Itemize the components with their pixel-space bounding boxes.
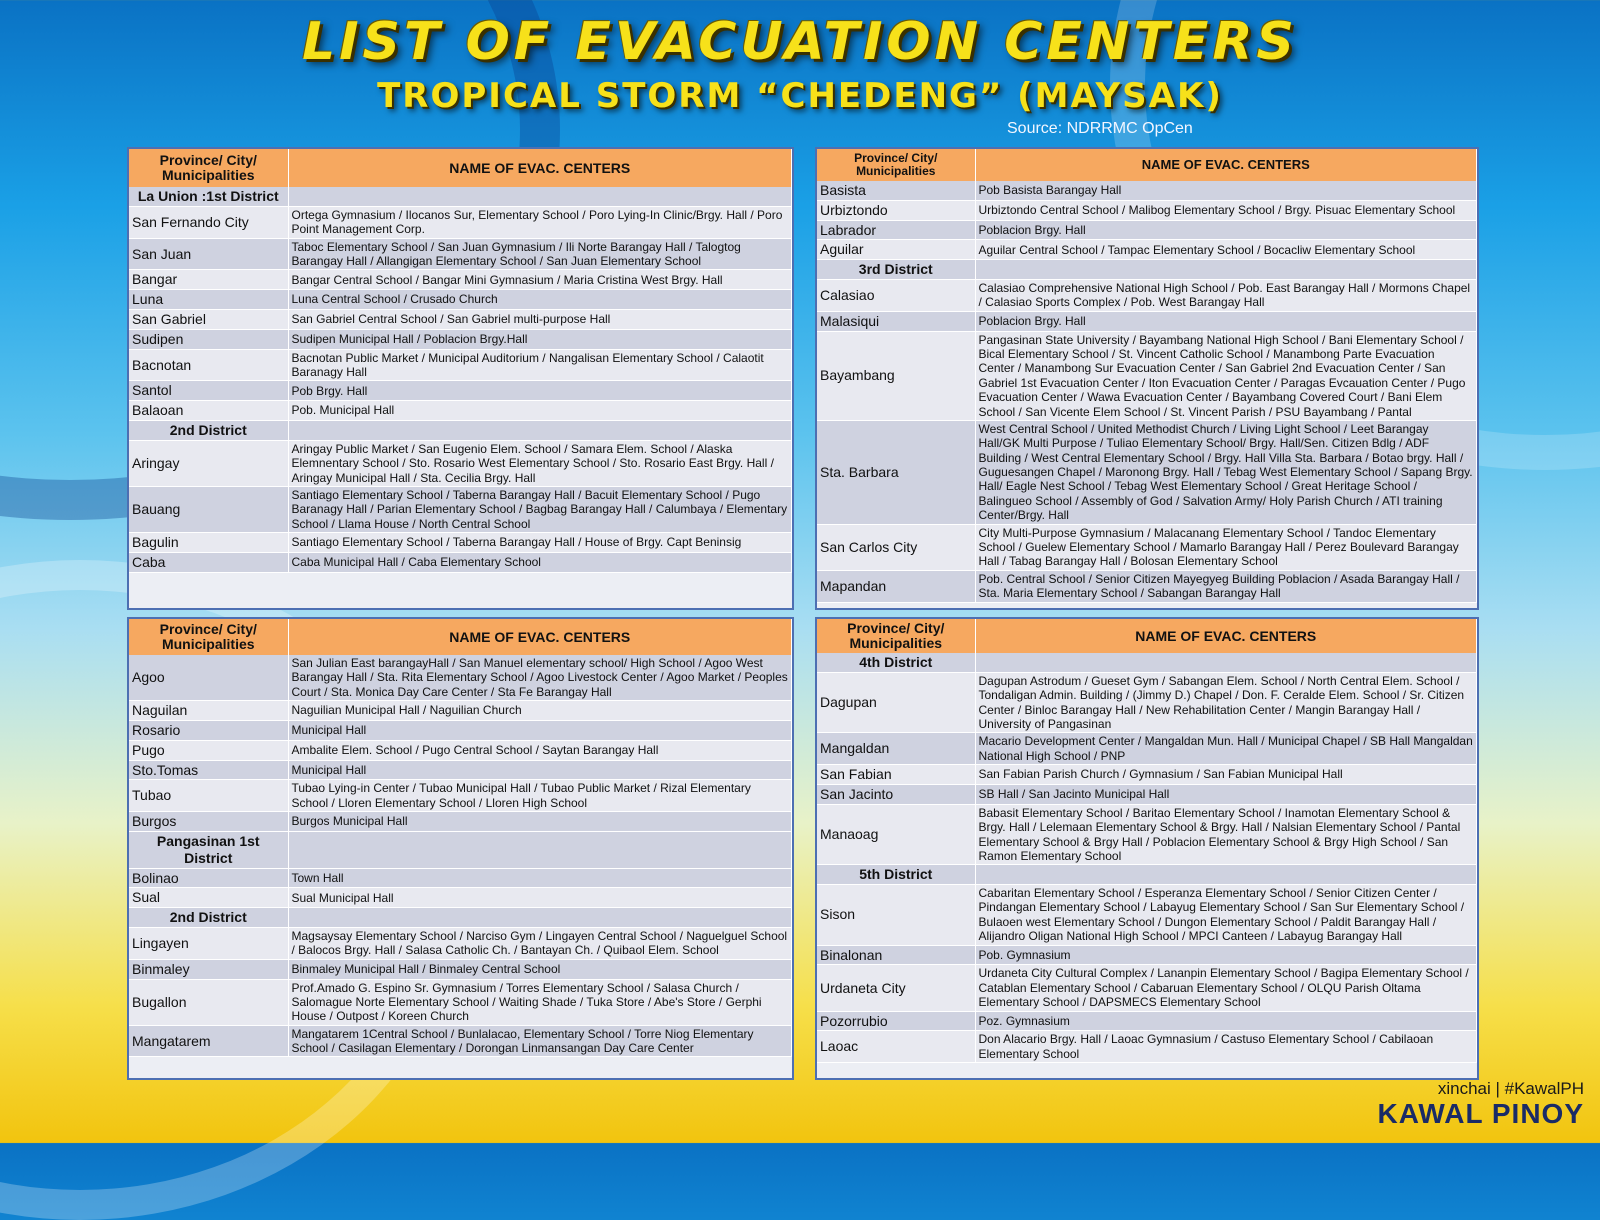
evac-centers-cell: Aguilar Central School / Tampac Elementary School / Bocacliw Elementary School <box>975 240 1477 260</box>
table-row <box>817 1031 1477 1063</box>
municipality-cell: Burgos <box>129 812 288 832</box>
table-row <box>129 533 792 553</box>
table-row <box>129 927 792 959</box>
evac-centers-cell: Pob. Central School / Senior Citizen Mayegyeg Building Poblacion / Asada Barangay Hall / Sta. Maria Elementary School / Sabangan Barangay Hall <box>975 570 1477 602</box>
district-row <box>129 420 792 440</box>
municipality-cell: Binalonan <box>817 945 975 965</box>
table-row <box>817 311 1477 331</box>
evac-centers-cell: Sudipen Municipal Hall / Poblacion Brgy.Hall <box>288 329 792 349</box>
table-row <box>817 945 1477 965</box>
evac-table-panel-2 <box>815 147 1479 610</box>
municipality-cell: San Carlos City <box>817 524 975 570</box>
municipality-cell: Tubao <box>129 780 288 812</box>
municipality-cell: Pugo <box>129 740 288 760</box>
evac-centers-cell: West Central School / United Methodist Church / Living Light School / Leet Barangay Hall/GK Multi Purpose / Tuliao Elementary School/ Brgy. Hall/Sen. Citizen Bdlg / ADF Building / West Central Elementary School / Brgy. Hall Villa Sta. Barbara / Botao brgy. Hall / Guguesangen Chapel / Maronong Brgy. Hall / Tebag West Elementary School / Sapang Brgy. Hall/ Eagle Nest School / Tebag West Elementary School / Great Heritage School / Balingueo School / Assembly of God / Salvation Army/ Holy Parish Church / ATI training Center/Brgy. Hall <box>975 420 1477 524</box>
municipality-cell: Bugallon <box>129 979 288 1025</box>
municipality-cell: Bauang <box>129 486 288 532</box>
district-row <box>817 260 1477 280</box>
evac-centers-cell: Pob Brgy. Hall <box>288 381 792 401</box>
municipality-cell: Caba <box>129 552 288 572</box>
evac-centers-cell: Bangar Central School / Bangar Mini Gymnasium / Maria Cristina West Brgy. Hall <box>288 270 792 290</box>
table-row <box>129 349 792 381</box>
table-row <box>817 220 1477 240</box>
municipality-cell: Dagupan <box>817 672 975 733</box>
evac-centers-cell <box>975 653 1477 672</box>
page-subtitle: TROPICAL STORM “CHEDENG” (MAYSAK) <box>377 76 1223 116</box>
municipality-cell: Mangaldan <box>817 733 975 765</box>
table-row <box>817 279 1477 311</box>
municipality-cell: Sudipen <box>129 329 288 349</box>
evac-centers-cell: Taboc Elementary School / San Juan Gymnasium / Ili Norte Barangay Hall / Talogtog Barangay Hall / Allangigan Elementary School / San Juan Elementary School <box>288 238 792 270</box>
source-note: Source: NDRRMC OpCen <box>1007 120 1193 137</box>
municipality-cell: Luna <box>129 290 288 310</box>
district-label: 2nd District <box>129 420 288 440</box>
evac-centers-cell: Tubao Lying-in Center / Tubao Municipal Hall / Tubao Public Market / Rizal Elementary School / Lloren Elementary School / Lloren High School <box>288 780 792 812</box>
table-row <box>129 780 792 812</box>
municipality-cell: Bacnotan <box>129 349 288 381</box>
evac-centers-cell <box>288 831 792 868</box>
table-row <box>129 238 792 270</box>
evac-centers-cell: Caba Municipal Hall / Caba Elementary School <box>288 552 792 572</box>
municipality-cell: Lingayen <box>129 927 288 959</box>
table-row <box>129 552 792 572</box>
evac-centers-cell: San Fabian Parish Church / Gymnasium / San Fabian Municipal Hall <box>975 765 1477 785</box>
table-row <box>129 959 792 979</box>
district-label: 4th District <box>817 653 975 672</box>
watermark-credit: xinchai | #KawalPH <box>1437 1079 1584 1098</box>
evac-centers-cell: Naguilian Municipal Hall / Naguilian Church <box>288 701 792 721</box>
page-title: LIST OF EVACUATION CENTERS <box>302 12 1298 72</box>
evac-centers-cell: San Gabriel Central School / San Gabriel multi-purpose Hall <box>288 309 792 329</box>
table-row <box>817 181 1477 200</box>
column-header-centers: NAME OF EVAC. CENTERS <box>975 619 1477 653</box>
column-header-centers: NAME OF EVAC. CENTERS <box>288 619 792 655</box>
municipality-cell: Urbiztondo <box>817 200 975 220</box>
municipality-cell: Aguilar <box>817 240 975 260</box>
evac-centers-cell: Ambalite Elem. School / Pugo Central School / Saytan Barangay Hall <box>288 740 792 760</box>
column-header-province: Province/ City/ Municipalities <box>817 149 975 181</box>
municipality-cell: San Gabriel <box>129 309 288 329</box>
municipality-cell: Sison <box>817 885 975 946</box>
municipality-cell: Bayambang <box>817 331 975 420</box>
evac-centers-cell: Aringay Public Market / San Eugenio Elem. School / Samara Elem. School / Alaska Elemnentary School / Sto. Rosario West Elementary School / Sto. Rosario East Brgy. Hall / Aringay Municipal Hall / Sta. Cecilia Brgy. Hall <box>288 440 792 486</box>
evac-centers-cell: Santiago Elementary School / Taberna Barangay Hall / Bacuit Elementary School / Pugo Baranagy Hall / Parian Elementary School / Bagbag Barangay Hall / Calumbaya / Elementary School / Llama House / North Central School <box>288 486 792 532</box>
evac-centers-cell: Luna Central School / Crusado Church <box>288 290 792 310</box>
district-label: Pangasinan 1st District <box>129 831 288 868</box>
evac-centers-cell: Pob. Gymnasium <box>975 945 1477 965</box>
table-row <box>129 812 792 832</box>
table-row <box>129 329 792 349</box>
evac-centers-cell: Mangatarem 1Central School / Bunlalacao, Elementary School / Torre Niog Elementary School / Casilagan Elementary / Dorongan Linmansangan Day Care Center <box>288 1025 792 1057</box>
column-header-province: Province/ City/ Municipalities <box>817 619 975 653</box>
table-row <box>817 331 1477 420</box>
municipality-cell: Naguilan <box>129 701 288 721</box>
evac-centers-cell: Pangasinan State University / Bayambang National High School / Bani Elementary School / Bical Elementary School / St. Vincent Catholic School / Manambong Parte Evacuation Center / Manambong Sur Evacuation Center / San Gabriel 2nd Evacuation Center / San Gabriel 1st Evacuation Center / Iton Evacuation Center / Paragas Evcauation Center / Pugo Evacuation Center / Wawa Evacuation Center / Bayambang Covered Court / Bani Elem School / San Vicente Elem School / St. Vincent Parish / PSU Bayambang / Pantal <box>975 331 1477 420</box>
table-row <box>129 720 792 740</box>
table-row <box>129 381 792 401</box>
evac-centers-cell: SB Hall / San Jacinto Municipal Hall <box>975 784 1477 804</box>
evac-centers-cell: Sual Municipal Hall <box>288 888 792 908</box>
table-row <box>129 309 792 329</box>
district-row <box>129 187 792 206</box>
municipality-cell: Aringay <box>129 440 288 486</box>
table-row <box>817 672 1477 733</box>
evac-centers-cell: Magsaysay Elementary School / Narciso Gym / Lingayen Central School / Naguelguel School / Balocos Brgy. Hall / Salasa Catholic Ch. / Bantayan Ch. / Quibaol Elem. School <box>288 927 792 959</box>
evac-centers-cell <box>288 908 792 928</box>
table-row <box>817 570 1477 602</box>
table-row <box>129 979 792 1025</box>
evac-centers-cell: Town Hall <box>288 868 792 888</box>
table-row <box>129 486 792 532</box>
table-row <box>817 240 1477 260</box>
table-row <box>129 740 792 760</box>
evac-centers-cell <box>975 260 1477 280</box>
table-row <box>817 733 1477 765</box>
evac-centers-cell <box>975 865 1477 885</box>
municipality-cell: Malasiqui <box>817 311 975 331</box>
evac-centers-cell: Ortega Gymnasium / Ilocanos Sur, Elementary School / Poro Lying-In Clinic/Brgy. Hall / Poro Point Management Corp. <box>288 206 792 238</box>
table-row <box>817 524 1477 570</box>
municipality-cell: Urdaneta City <box>817 965 975 1011</box>
table-row <box>817 804 1477 865</box>
district-row <box>129 831 792 868</box>
evac-centers-cell: Urdaneta City Cultural Complex / Lananpin Elementary School / Bagipa Elementary School / Catablan Elementary School / Cabaruan Elementary School / OLQU Parish Oltama Elementary School / DAPSMECS Elementary School <box>975 965 1477 1011</box>
municipality-cell: Mapandan <box>817 570 975 602</box>
evac-centers-cell: Binmaley Municipal Hall / Binmaley Central School <box>288 959 792 979</box>
evac-centers-cell: Burgos Municipal Hall <box>288 812 792 832</box>
evac-centers-cell: Santiago Elementary School / Taberna Barangay Hall / House of Brgy. Capt Beninsig <box>288 533 792 553</box>
evac-centers-cell: Poblacion Brgy. Hall <box>975 220 1477 240</box>
evac-centers-cell: Municipal Hall <box>288 760 792 780</box>
table-row <box>817 965 1477 1011</box>
table-row <box>129 655 792 701</box>
column-header-province: Province/ City/ Municipalities <box>129 149 288 187</box>
evac-centers-cell: Prof.Amado G. Espino Sr. Gymnasium / Torres Elementary School / Salasa Church / Salomague Norte Elementary School / Waiting Shade / Tuka Store / Abe's Store / Gerphi House / Outpost / Koreen Church <box>288 979 792 1025</box>
municipality-cell: Mangatarem <box>129 1025 288 1057</box>
municipality-cell: Pozorrubio <box>817 1011 975 1031</box>
municipality-cell: Rosario <box>129 720 288 740</box>
evac-table-panel-4 <box>815 617 1479 1080</box>
evac-centers-cell: Pob. Municipal Hall <box>288 401 792 421</box>
table-row <box>129 440 792 486</box>
column-header-centers: NAME OF EVAC. CENTERS <box>288 149 792 187</box>
evac-centers-cell: San Julian East barangayHall / San Manuel elementary school/ High School / Agoo West Barangay Hall / Sta. Rita Elementary School / Agoo Livestock Center / Agoo Market / Peoples Court / Sta. Monica Day Care Center / Sta Fe Barangay Hall <box>288 655 792 701</box>
evac-centers-cell: Municipal Hall <box>288 720 792 740</box>
evac-centers-cell: Bacnotan Public Market / Municipal Auditorium / Nangalisan Elementary School / Calaotit Baranagy Hall <box>288 349 792 381</box>
watermark-brand: KAWAL PINOY <box>1377 1098 1584 1129</box>
municipality-cell: San Juan <box>129 238 288 270</box>
district-label: 2nd District <box>129 908 288 928</box>
table-row <box>817 420 1477 524</box>
municipality-cell: Sta. Barbara <box>817 420 975 524</box>
evac-centers-cell <box>288 420 792 440</box>
municipality-cell: Bangar <box>129 270 288 290</box>
municipality-cell: Bolinao <box>129 868 288 888</box>
evac-centers-cell: Cabaritan Elementary School / Esperanza Elementary School / Senior Citizen Center / Pindangan Elementary School / Labayug Elementary School / San Sur Elementary School / Bulaoen west Elementary School / Dungon Elementary School / Paldit Barangay Hall / Alijandro Oligan National High School / MPCI Canteen / Labayug Barangay Hall <box>975 885 1477 946</box>
table-row <box>129 760 792 780</box>
table-row <box>129 401 792 421</box>
column-header-province: Province/ City/ Municipalities <box>129 619 288 655</box>
municipality-cell: Santol <box>129 381 288 401</box>
evac-centers-cell: Don Alacario Brgy. Hall / Laoac Gymnasium / Castuso Elementary School / Cabilaoan Elementary School <box>975 1031 1477 1063</box>
table-row <box>129 270 792 290</box>
table-row <box>129 1025 792 1057</box>
table-row <box>129 868 792 888</box>
table-row <box>817 200 1477 220</box>
municipality-cell: Manaoag <box>817 804 975 865</box>
district-label: 5th District <box>817 865 975 885</box>
district-row <box>129 908 792 928</box>
municipality-cell: San Fernando City <box>129 206 288 238</box>
district-label: 3rd District <box>817 260 975 280</box>
table-row <box>817 784 1477 804</box>
evac-table-panel-3 <box>127 617 794 1080</box>
evac-centers-cell <box>288 187 792 206</box>
evac-centers-cell: Pob Basista Barangay Hall <box>975 181 1477 200</box>
municipality-cell: San Jacinto <box>817 784 975 804</box>
municipality-cell: Sual <box>129 888 288 908</box>
municipality-cell: Bagulin <box>129 533 288 553</box>
evac-centers-cell: Macario Development Center / Mangaldan Mun. Hall / Municipal Chapel / SB Hall Mangaldan National High School / PNP <box>975 733 1477 765</box>
table-row <box>817 765 1477 785</box>
table-row <box>129 701 792 721</box>
table-row <box>817 1011 1477 1031</box>
municipality-cell: Labrador <box>817 220 975 240</box>
municipality-cell: Agoo <box>129 655 288 701</box>
evac-centers-cell: Babasit Elementary School / Baritao Elementary School / Inamotan Elementary School & Brgy. Hall / Lelemaan Elementary School & Brgy. Hall / Nalsian Elementary School / Pantal Elementary School & Brgy Hall / Poblacion Elementary School & Brgy High School / San Ramon Elementary School <box>975 804 1477 865</box>
evac-centers-cell: Urbiztondo Central School / Malibog Elementary School / Brgy. Pisuac Elementary School <box>975 200 1477 220</box>
district-row <box>817 865 1477 885</box>
column-header-centers: NAME OF EVAC. CENTERS <box>975 149 1477 181</box>
municipality-cell: Calasiao <box>817 279 975 311</box>
district-label: La Union :1st District <box>129 187 288 206</box>
table-row <box>129 290 792 310</box>
evac-centers-cell: Dagupan Astrodum / Gueset Gym / Sabangan Elem. School / North Central Elem. School / Tondaligan Admin. Building / (Jimmy D.) Chapel / Don. F. Ceralde Elem. School / Sr. Citizen Center / Binloc Barangay Hall / New Rehabilitation Center / Mangin Barangay Hall / University of Pangasinan <box>975 672 1477 733</box>
table-row <box>129 206 792 238</box>
evac-centers-cell: City Multi-Purpose Gymnasium / Malacanang Elementary School / Tandoc Elementary School / Guelew Elementary School / Mamarlo Barangay Hall / Perez Boulevard Barangay Hall / Tabag Barangay Hall / Bolosan Elementary School <box>975 524 1477 570</box>
evac-centers-cell: Poblacion Brgy. Hall <box>975 311 1477 331</box>
municipality-cell: Laoac <box>817 1031 975 1063</box>
municipality-cell: Basista <box>817 181 975 200</box>
table-row <box>129 888 792 908</box>
municipality-cell: San Fabian <box>817 765 975 785</box>
municipality-cell: Balaoan <box>129 401 288 421</box>
evac-centers-cell: Calasiao Comprehensive National High School / Pob. East Barangay Hall / Mormons Chapel / Calasiao Sports Complex / Pob. West Barangay Hall <box>975 279 1477 311</box>
evac-centers-cell: Poz. Gymnasium <box>975 1011 1477 1031</box>
municipality-cell: Binmaley <box>129 959 288 979</box>
table-row <box>817 885 1477 946</box>
municipality-cell: Sto.Tomas <box>129 760 288 780</box>
district-row <box>817 653 1477 672</box>
evac-table-panel-1 <box>127 147 794 610</box>
